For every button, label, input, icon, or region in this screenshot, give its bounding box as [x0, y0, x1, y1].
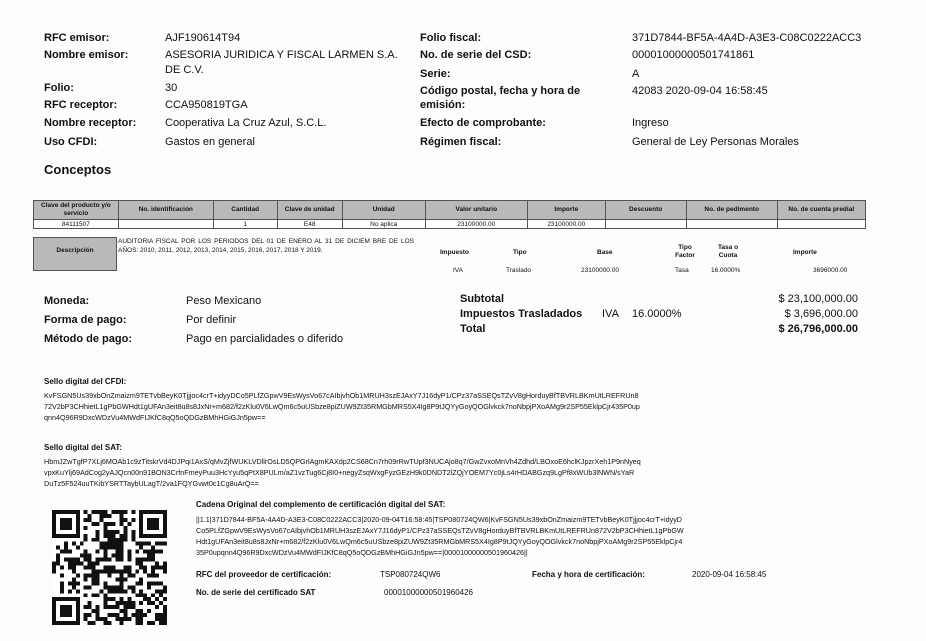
cell-valor-unitario: 23100000.00 — [425, 220, 528, 229]
tax-header-importe: Importe — [793, 249, 817, 256]
cadena-original-line1: ||1.1|371D7844-BF5A-4A4D-A3E3-C08C0222ACC3|2020-09-04T16:58:45|TSP080724QW6|KvFSGN5Us39xbOnZmaizm9TETvbBeyK0Tjjjoc4crT+idyyD — [196, 515, 683, 524]
rfc-emisor-value: AJF190614T94 — [165, 32, 241, 44]
sello-cfdi-line1: KvFSGN5Us39xbOnZmaizm9TETvbBeyK0Tjjjoc4crT+idyyDCo5PLfZGpwV9EsWysVo67cAIbjvhOb1MRUH3szEJAxY7J16dyP1/CPz37aSSEQsTZvV8gHorduyBfTBVRLBKmUtLREFRUn8 — [44, 391, 639, 400]
impuestos-tipo: IVA — [602, 308, 619, 320]
cell-clave-unidad: E48 — [277, 220, 342, 229]
moneda-label: Moneda: — [44, 295, 90, 307]
tax-cell-tipo-factor: Tasa — [675, 267, 689, 274]
sello-cfdi-line2: 72V2bP3CHhietL1gPbGWHdt1gUFAn3eit8u8s8JxNr+m682/f2zKlu0V6LwQm6c5uUSbze8piZUW9Zt35RMGbMRS5X4Ig8P9tJQYyGoyQOGlvkck7noNbpjPXoAMg9r2SP55EklpCjr435P0up — [44, 402, 640, 411]
cell-clave-producto: 84111507 — [34, 220, 119, 229]
regimen-fiscal-label: Régimen fiscal: — [420, 136, 502, 148]
cell-cantidad: 1 — [213, 220, 277, 229]
cadena-original-line2: Co5PLfZGpwV9EsWysVo67cAIbjvhOb1MRUH3szEJAxY7J16dyP1/CPz37aSSEQsTZvV8gHorduyBfTBVRLBKmUtLREFRUn872V2bP3CHhietL1gPbGW — [196, 526, 684, 535]
col-clave-unidad: Clave de unidad — [277, 201, 342, 220]
serie-label: Serie: — [420, 68, 451, 80]
col-no-identificacion: No. identificación — [118, 201, 213, 220]
tax-cell-tasa: 16.0000% — [711, 267, 741, 274]
forma-pago-value: Por definir — [186, 314, 237, 326]
cell-no-identificacion — [118, 220, 213, 229]
regimen-fiscal-value: General de Ley Personas Morales — [632, 136, 799, 148]
tax-header-base: Base — [597, 249, 613, 256]
fecha-hora-certificacion-value: 2020-09-04 16:58:45 — [692, 570, 767, 579]
no-serie-sat-value: 00001000000501960426 — [384, 588, 473, 597]
col-descuento: Descuento — [605, 201, 686, 220]
col-valor-unitario: Valor unitario — [425, 201, 528, 220]
rfc-receptor-label: RFC receptor: — [44, 99, 118, 111]
nombre-emisor-value-line2: DE C.V. — [165, 64, 204, 76]
subtotal-label: Subtotal — [460, 293, 504, 305]
efecto-comprobante-value: Ingreso — [632, 117, 669, 129]
nombre-emisor-label: Nombre emisor: — [44, 49, 129, 61]
cadena-original-line3: Hdt1gUFAn3eit8u8s8JxNr+m682/f2zKlu0V6LwQm6c5uUSbze8piZUW9Zt35RMGbMRS5X4Ig8P9tJQYyGoyQOGlvkck7noNbpjPXoAMg9r2SP55EklpCjr4 — [196, 537, 683, 546]
codigo-postal-label-line2: emisión: — [420, 99, 466, 111]
rfc-emisor-label: RFC emisor: — [44, 32, 110, 44]
descripcion-label: Descripción — [33, 237, 117, 271]
nombre-receptor-value: Cooperativa La Cruz Azul, S.C.L. — [165, 117, 327, 129]
cadena-original-label: Cadena Original del complemento de certificación digital del SAT: — [196, 500, 446, 509]
tax-cell-importe: 3696000.00 — [813, 267, 848, 274]
rfc-proveedor-label: RFC del proveedor de certificación: — [196, 570, 332, 579]
tax-header-tipo-factor: Tipo Factor — [675, 244, 695, 259]
sello-sat-line2: vpxKuYlj69AdCog2yAJQcn00n91BON3CrfnFmeyPuu3HcYyu5qPtX8PULm/aZ1vzTug6Cj8I0+negyZsqWxgFyzGEzH9k0DNDT2lZQjYOEM7Yc0jLs4rHDABGzq9LgPf8xWUb3lNWN/sYaR — [44, 468, 635, 477]
no-serie-sat-label: No. de serie del certificado SAT — [196, 588, 316, 597]
metodo-pago-label: Método de pago: — [44, 333, 132, 345]
impuestos-label: Impuestos Trasladados — [460, 308, 583, 320]
qr-code — [52, 510, 167, 625]
sello-sat-line3: DuTz5F524uuTKibYSRTTaybULagT/2va1FQYGvwt0c1Cg8uArQ== — [44, 479, 259, 488]
folio-fiscal-label: Folio fiscal: — [420, 32, 482, 44]
tax-header-tasa-cuota: Tasa o Cuota — [717, 244, 739, 259]
metodo-pago-value: Pago en parcialidades o diferido — [186, 333, 344, 345]
subtotal-value: $ 23,100,000.00 — [778, 293, 858, 305]
cell-descuento — [605, 220, 686, 229]
descripcion-text: AUDITORIA FISCAL POR LOS PERIODOS DEL 01 DE ENERO AL 31 DE DICIEM BRE DE LOS AÑOS: 2010, 2011, 2012, 2013, 2014, 2015, 2016, 2017, 2018 Y 2019. — [118, 238, 414, 254]
moneda-value: Peso Mexicano — [186, 295, 262, 307]
no-serie-csd-label: No. de serie del CSD: — [420, 49, 532, 61]
cadena-original-line4: 35P0upqnn4Q96R9DxcWDzVu4MWdFIJKfC8qQ5oQDGzBMhHGiGJn5pw==|00001000000501960426|| — [196, 548, 528, 557]
table-row — [34, 220, 866, 229]
uso-cfdi-label: Uso CFDI: — [44, 136, 98, 148]
impuestos-value: $ 3,696,000.00 — [784, 308, 858, 320]
cell-importe: 23100000.00 — [528, 220, 606, 229]
folio-value: 30 — [165, 82, 178, 94]
tax-cell-impuesto: IVA — [453, 267, 463, 274]
impuestos-tasa: 16.0000% — [632, 308, 682, 320]
rfc-receptor-value: CCA950819TGA — [165, 99, 248, 111]
col-cantidad: Cantidad — [213, 201, 277, 220]
conceptos-header-row — [34, 201, 866, 220]
nombre-receptor-label: Nombre receptor: — [44, 117, 137, 129]
col-no-pedimento: No. de pedimento — [686, 201, 777, 220]
cell-no-pedimento — [686, 220, 777, 229]
fecha-hora-certificacion-label: Fecha y hora de certificación: — [532, 570, 645, 579]
nombre-emisor-value: ASESORIA JURIDICA Y FISCAL LARMEN S.A. — [165, 49, 398, 61]
tax-header-tipo: Tipo — [513, 249, 527, 256]
cell-no-cuenta-predial — [777, 220, 865, 229]
col-clave-producto: Clave del producto y/o servicio — [34, 201, 119, 220]
sello-sat-label: Sello digital del SAT: — [44, 443, 123, 452]
uso-cfdi-value: Gastos en general — [165, 136, 255, 148]
sello-cfdi-line3: qnn4Q96R9DxcWDzVu4MWdFIJKfC8qQ5oQDGzBMhHGiGJn5pw== — [44, 413, 266, 422]
sello-cfdi-label: Sello digital del CFDI: — [44, 377, 127, 386]
conceptos-table — [33, 200, 866, 229]
rfc-proveedor-value: TSP080724QW6 — [380, 570, 441, 579]
tax-cell-tipo: Traslado — [506, 267, 532, 274]
col-importe: Importe — [528, 201, 606, 220]
tax-cell-base: 23100000.00 — [581, 267, 619, 274]
serie-value: A — [632, 68, 640, 80]
col-no-cuenta-predial: No. de cuenta predial — [777, 201, 865, 220]
codigo-postal-label: Código postal, fecha y hora de — [420, 85, 581, 97]
efecto-comprobante-label: Efecto de comprobante: — [420, 117, 546, 129]
tax-header-impuesto: Impuesto — [440, 249, 469, 256]
folio-fiscal-value: 371D7844-BF5A-4A4D-A3E3-C08C0222ACC3 — [632, 32, 862, 44]
forma-pago-label: Forma de pago: — [44, 314, 127, 326]
conceptos-title: Conceptos — [44, 162, 112, 177]
total-value: $ 26,796,000.00 — [778, 323, 858, 335]
total-label: Total — [460, 323, 486, 335]
col-unidad: Unidad — [342, 201, 425, 220]
cell-unidad: No aplica — [342, 220, 425, 229]
sello-sat-line1: HbmJZwTgfP7XLj6MOAb1c9zTitskrVd4DJPqi1AxS/qMvZjfWUKLVDllrOsLD5QPGrlAgmKAXdp2CS68Cn7rh09rRwTUpf3NUCAjo8q7/GwZvxoMnVh4Zdhd/LBOxoE6hclKJpzrXeh1P9nNyeq — [44, 457, 641, 466]
codigo-postal-value: 42083 2020-09-04 16:58:45 — [632, 85, 768, 97]
folio-label: Folio: — [44, 82, 74, 94]
no-serie-csd-value: 00001000000501741861 — [632, 49, 755, 61]
